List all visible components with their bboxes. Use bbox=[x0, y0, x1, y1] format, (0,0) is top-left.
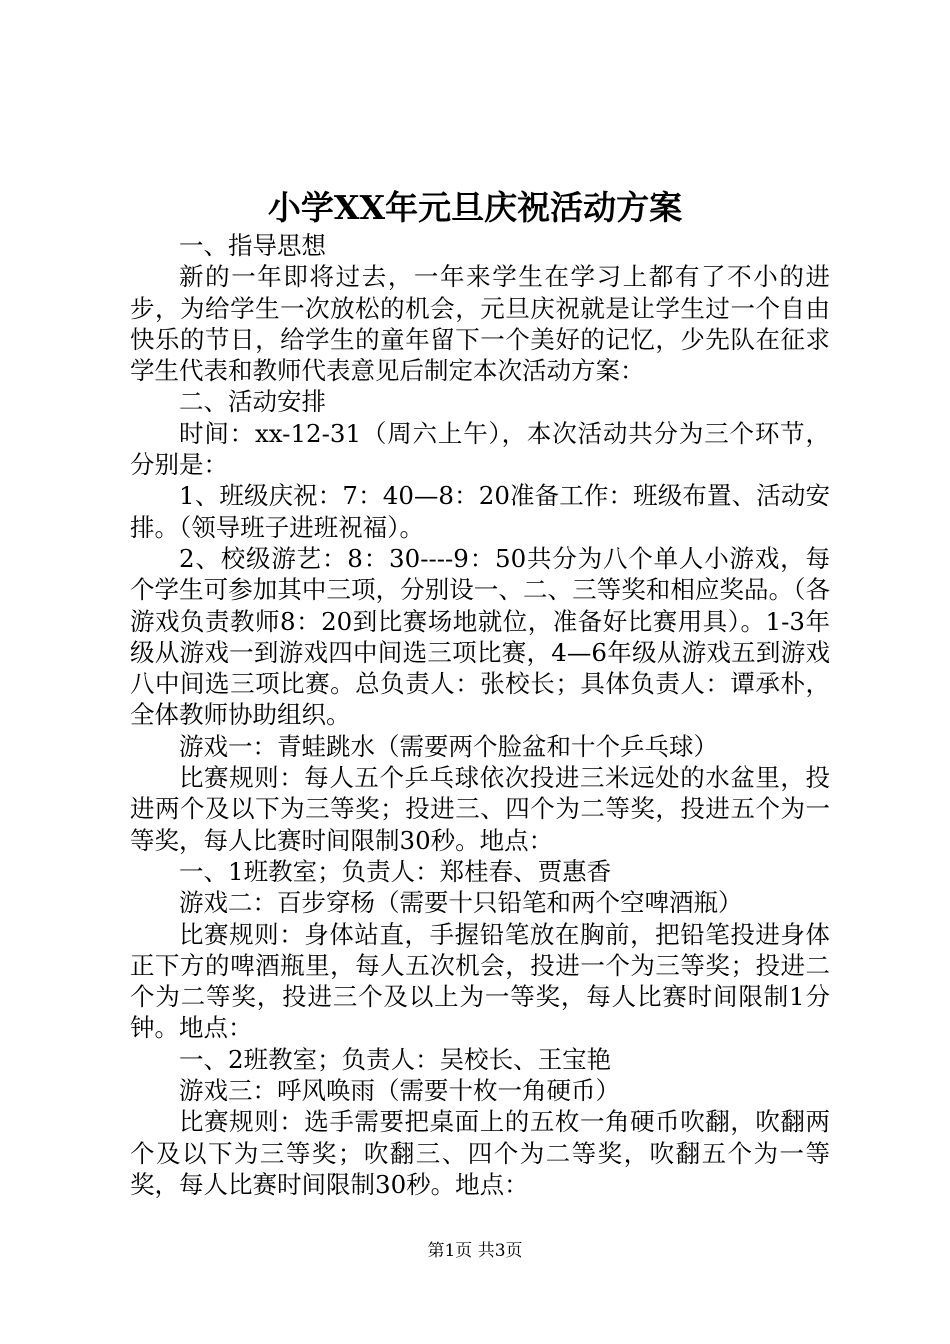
paragraph-school-games: 2、校级游艺：8：30----9：50共分为八个单人小游戏，每个学生可参加其中三项，分别设一、二、三等奖和相应奖品。（各游戏负责教师8：20到比赛场地就位，准备好比赛用具）。1-3年级从游戏一到游戏四中间选三项比赛，4—6年级从游戏五到游戏八中间选三项比赛。总负责人：张校长；具体负责人：谭承朴，全体教师协助组织。 bbox=[130, 543, 830, 730]
paragraph-intro: 新的一年即将过去，一年来学生在学习上都有了不小的进步，为给学生一次放松的机会，元旦庆祝就是让学生过一个自由快乐的节日，给学生的童年留下一个美好的记忆，少先队在征求学生代表和教师代表意见后制定本次活动方案： bbox=[130, 262, 830, 386]
document-body bbox=[130, 230, 830, 1200]
game-one-location: 一、1班教室；负责人：郑桂春、贾惠香 bbox=[179, 856, 612, 886]
page-footer: 第1页 共3页 bbox=[427, 1241, 523, 1261]
paragraph-time: 时间：xx-12-31（周六上午），本次活动共分为三个环节，分别是： bbox=[130, 418, 830, 480]
game-two-rules: 比赛规则：身体站直，手握铅笔放在胸前，把铅笔投进身体正下方的啤酒瓶里，每人五次机会，投进一个为三等奖；投进二个为二等奖，投进三个及以上为一等奖，每人比赛时间限制1分钟。地点： bbox=[130, 919, 830, 1043]
game-two-title: 游戏二：百步穿杨（需要十只铅笔和两个空啤酒瓶） bbox=[179, 888, 743, 918]
game-two-location: 一、2班教室；负责人：吴校长、王宝艳 bbox=[179, 1044, 612, 1074]
game-one-rules: 比赛规则：每人五个乒乓球依次投进三米远处的水盆里，投进两个及以下为三等奖；投进三、四个为二等奖，投进五个为一等奖，每人比赛时间限制30秒。地点： bbox=[130, 763, 830, 855]
game-one-title: 游戏一：青蛙跳水（需要两个脸盆和十个乒乓球） bbox=[179, 731, 718, 761]
heading-activity-arrangement: 二、活动安排 bbox=[179, 387, 326, 417]
game-three-rules: 比赛规则：选手需要把桌面上的五枚一角硬币吹翻，吹翻两个及以下为三等奖；吹翻三、四个为二等奖，吹翻五个为一等奖，每人比赛时间限制30秒。地点： bbox=[130, 1107, 830, 1199]
heading-guiding-thought: 一、指导思想 bbox=[179, 231, 326, 260]
game-three-title: 游戏三：呼风唤雨（需要十枚一角硬币） bbox=[179, 1076, 620, 1106]
paragraph-class-celebration: 1、班级庆祝：7：40—8：20准备工作：班级布置、活动安排。（领导班子进班祝福）。 bbox=[130, 481, 830, 542]
document-title: 小学XX年元旦庆祝活动方案 bbox=[267, 188, 683, 227]
